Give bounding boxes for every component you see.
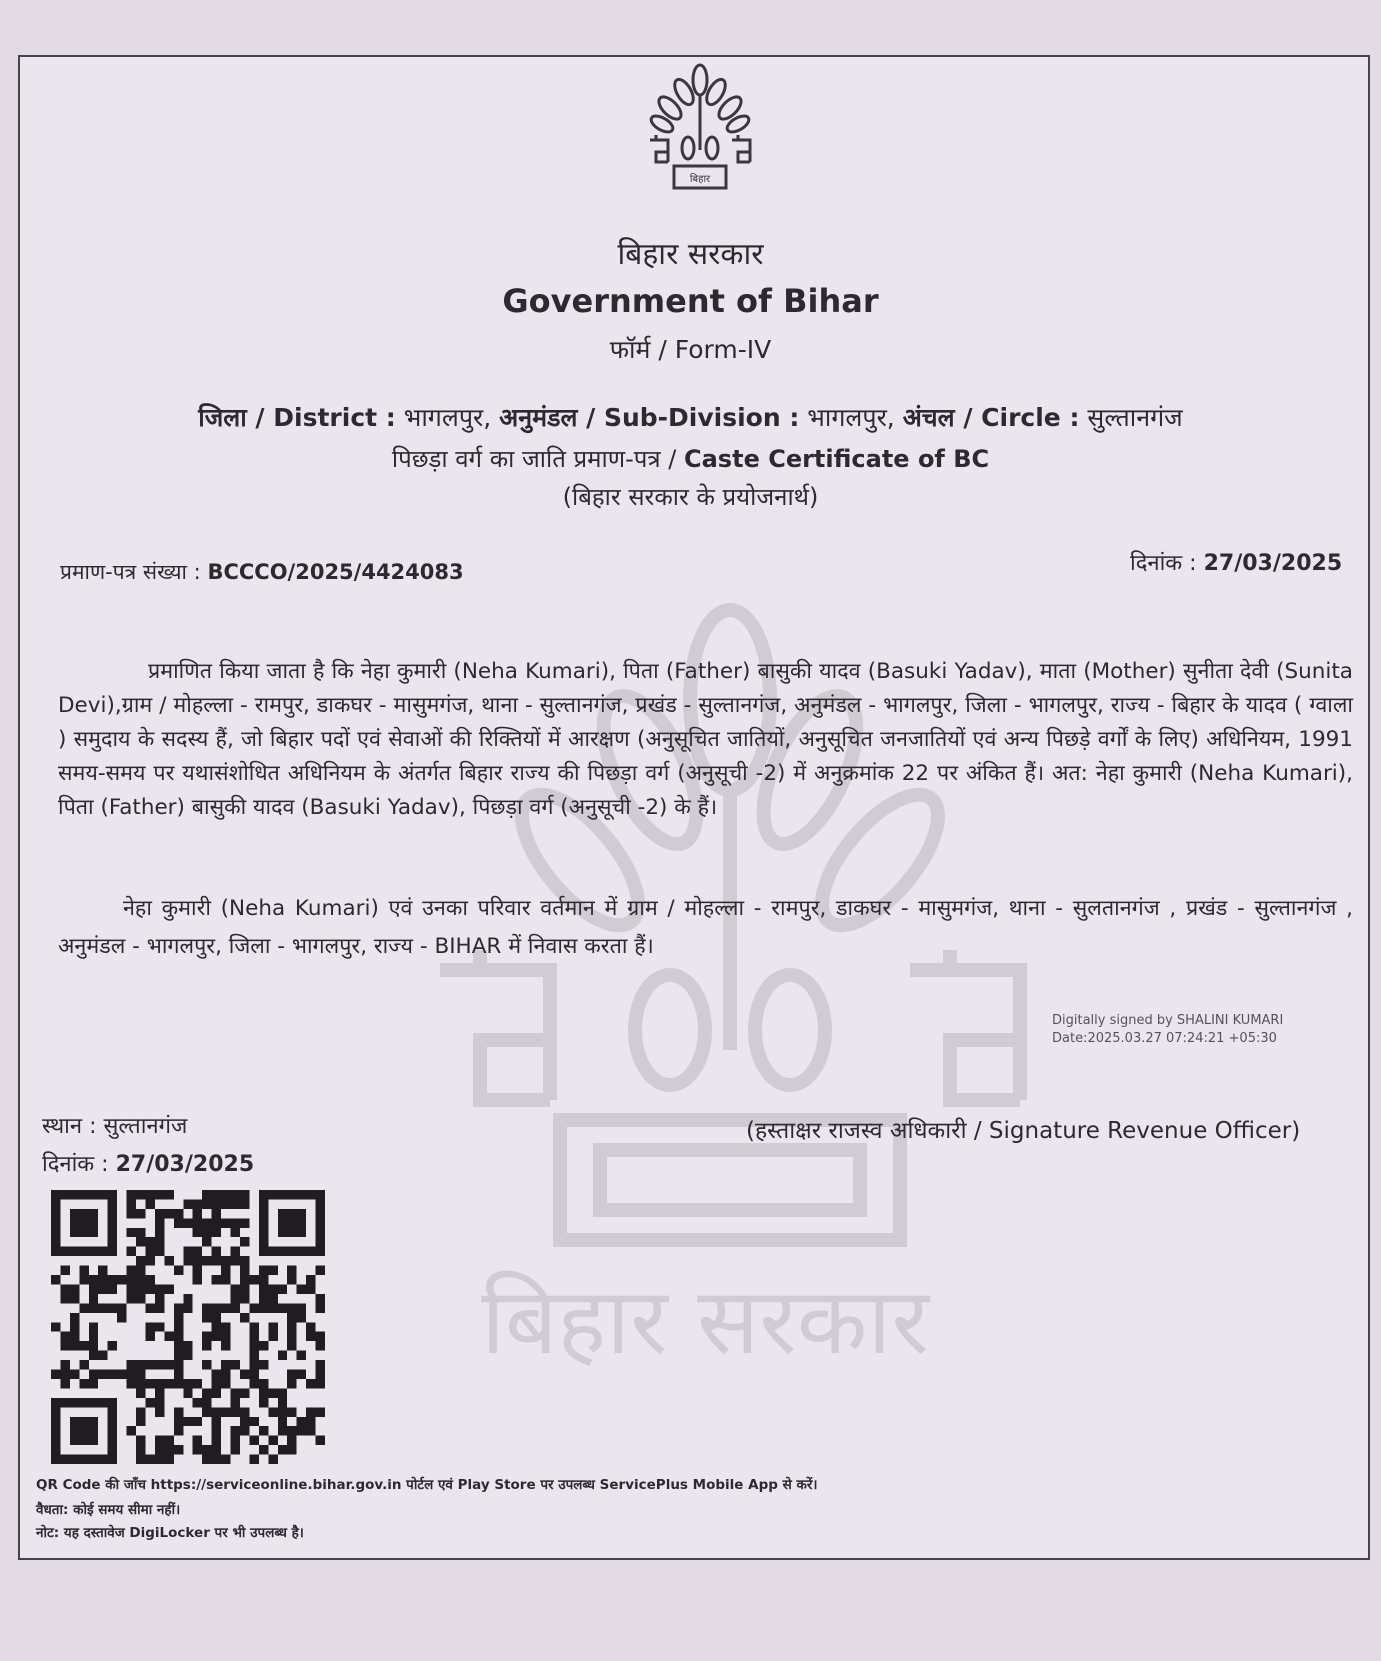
certificate-date-label: दिनांक :	[1130, 551, 1197, 576]
footer-validity: वैधता: कोई समय सीमा नहीं।	[36, 1502, 181, 1518]
issue-date-label: दिनांक :	[42, 1152, 109, 1177]
certificate-title-hindi: पिछड़ा वर्ग का जाति प्रमाण-पत्र /	[391, 445, 677, 473]
issue-place	[42, 1110, 187, 1140]
government-title: Government of Bihar	[502, 282, 879, 320]
circle-value: सुल्तानगंज	[1087, 403, 1183, 432]
subdivision-value: भागलपुर,	[807, 403, 895, 432]
certificate-title-english: Caste Certificate of BC	[684, 445, 990, 473]
emblem-text: बिहार	[689, 174, 711, 185]
digital-signature-signer: Digitally signed by SHALINI KUMARI	[1052, 1013, 1284, 1028]
certificate-date-value: 27/03/2025	[1203, 551, 1343, 576]
watermark-text: बिहार सरकार	[481, 1268, 929, 1375]
form-label: फॉर्म / Form-IV	[609, 335, 772, 364]
district-label: जिला / District :	[198, 403, 396, 432]
certificate-title	[0, 442, 1381, 475]
certificate-number-label: प्रमाण-पत्र संख्या :	[60, 560, 201, 584]
certificate-body-paragraph-2: नेहा कुमारी (Neha Kumari) एवं उनका परिवार वर्तमान में ग्राम / मोहल्ला - रामपुर, डाकघर - मासुमगंज, थाना - सुलतानगंज , प्रखंड - सुल्तानगंज , अनुमंडल - भागलपुर, जिला - भागलपुर, राज्य - BIHAR में निवास करता हैं।	[58, 896, 1353, 959]
issue-place-label: स्थान :	[42, 1114, 97, 1139]
jurisdiction-line	[0, 400, 1381, 434]
bihar-emblem-logo	[640, 60, 760, 195]
certificate-date	[1130, 547, 1342, 577]
footer-note: नोट: यह दस्तावेज DigiLocker पर भी उपलब्ध है।	[36, 1525, 304, 1541]
subdivision-label: अनुमंडल / Sub-Division :	[499, 403, 800, 432]
government-title-hindi: बिहार सरकार	[617, 237, 764, 272]
issue-date-value: 27/03/2025	[115, 1152, 255, 1177]
issue-place-value: सुल्तानगंज	[103, 1114, 188, 1139]
certificate-number-value: BCCCO/2025/4424083	[207, 560, 464, 584]
footer-qr-note: QR Code की जाँच https://serviceonline.bihar.gov.in पोर्टल एवं Play Store पर उपलब्ध ServicePlus Mobile App से करें।	[36, 1477, 818, 1493]
certificate-number	[60, 558, 464, 586]
issue-date	[42, 1148, 254, 1178]
certificate-purpose: (बिहार सरकार के प्रयोजनार्थ)	[562, 483, 819, 511]
certificate-body-paragraph-1: प्रमाणित किया जाता है कि नेहा कुमारी (Neha Kumari), पिता (Father) बासुकी यादव (Basuki Yadav), माता (Mother) सुनीता देवी (Sunita Devi),ग्राम / मोहल्ला - रामपुर, डाकघर - मासुमगंज, थाना - सुल्तानगंज, प्रखंड - सुल्तानगंज, अनुमंडल - भागलपुर, जिला - भागलपुर, राज्य - बिहार के यादव ( ग्वाला ) समुदाय के सदस्य हैं, जो बिहार पदों एवं सेवाओं की रिक्तियों में आरक्षण (अनुसूचित जातियों, अनुसूचित जनजातियों एवं अन्य पिछड़े वर्गों के लिए) अधिनियम, 1991 समय-समय पर यथासंशोधित अधिनियम के अंतर्गत बिहार राज्य की पिछड़ा वर्ग (अनुसूची -2) में अनुक्रमांक 22 पर अंकित हैं। अत: नेहा कुमारी (Neha Kumari), पिता (Father) बासुकी यादव (Basuki Yadav), पिछड़ा वर्ग (अनुसूची -2) के हैं।	[58, 659, 1353, 820]
district-value: भागलपुर,	[403, 403, 492, 432]
signature-label: (हस्ताक्षर राजस्व अधिकारी / Signature Revenue Officer)	[746, 1118, 1301, 1144]
digital-signature-date: Date:2025.03.27 07:24:21 +05:30	[1052, 1031, 1277, 1046]
circle-label: अंचल / Circle :	[902, 403, 1080, 432]
digital-signature-block	[1052, 1012, 1283, 1048]
qr-code[interactable]	[50, 1190, 326, 1464]
